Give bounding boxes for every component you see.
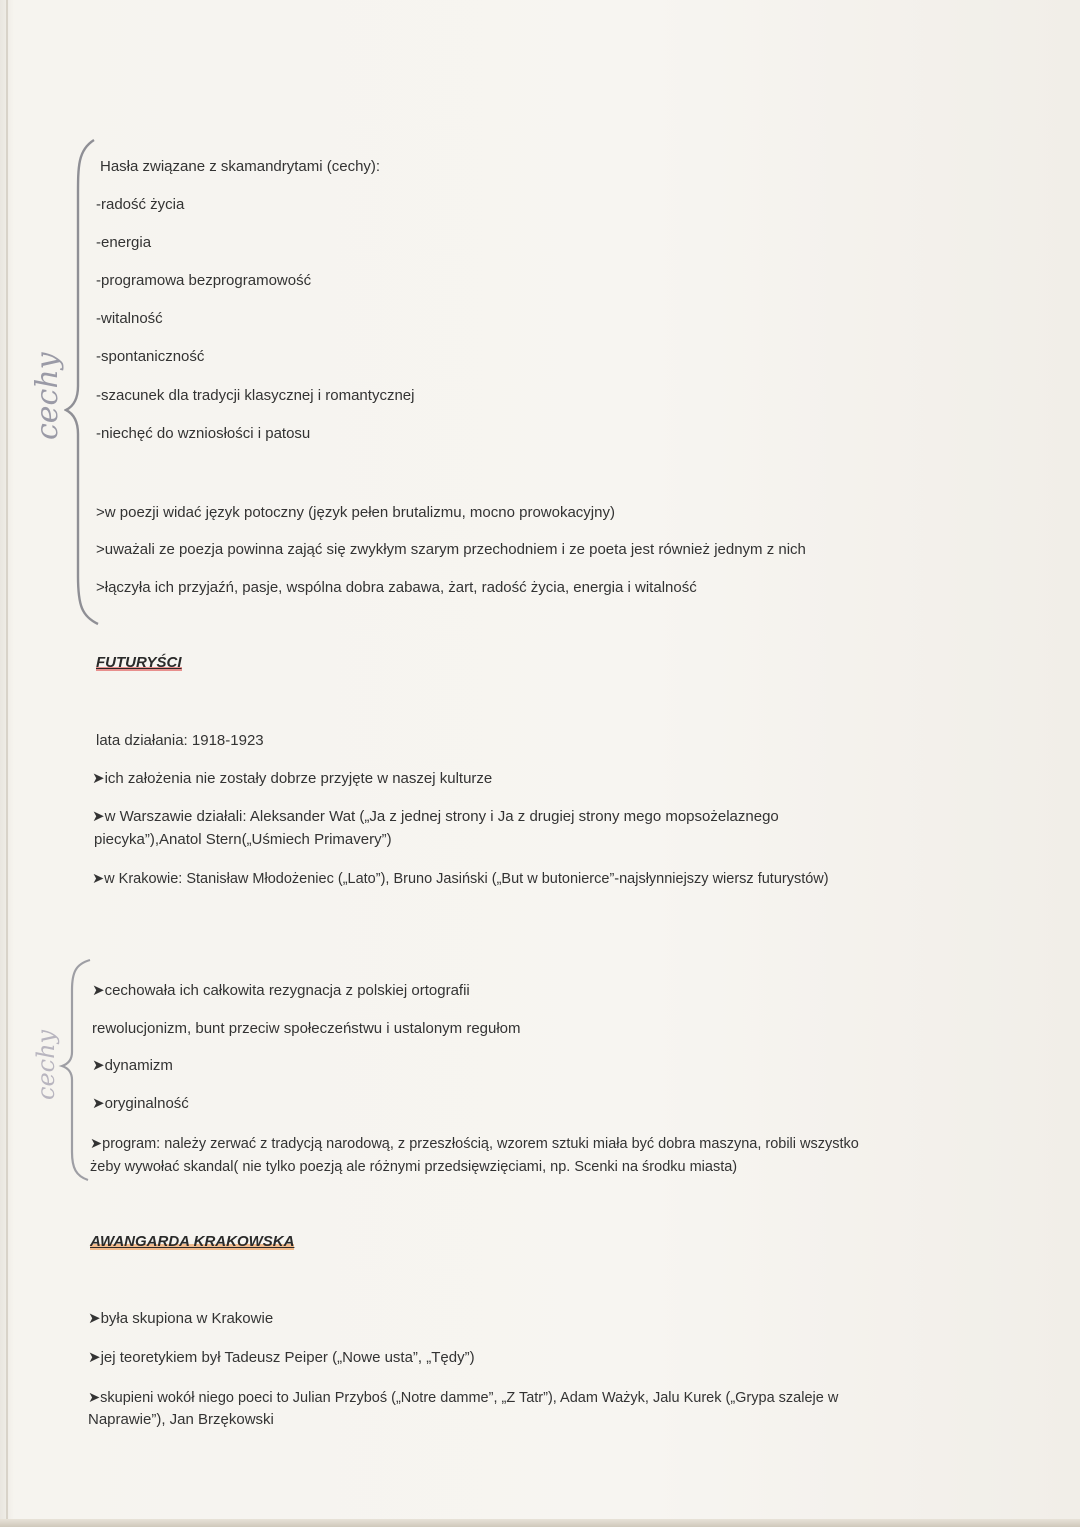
futurysci-feature: żeby wywołać skandal( nie tylko poezją ale różnymi przedsięwzięciami, np. Scenki na środku miasta)	[90, 1159, 738, 1175]
paper-bottom-edge	[0, 1519, 1080, 1527]
futurysci-point: piecyka”),Anatol Stern(„Uśmiech Primavery”)	[94, 831, 392, 848]
margin-note-cechy-1: cechy	[30, 352, 65, 440]
feature-item: -niechęć do wzniosłości i patosu	[96, 425, 311, 442]
futurysci-feature: ➤oryginalność	[92, 1095, 189, 1112]
awangarda-point: ➤skupieni wokół niego poeci to Julian Przyboś („Notre damme”, „Z Tatr”), Adam Ważyk, Jalu Kurek („Grypa szaleje w	[88, 1390, 839, 1406]
section-heading-awangarda: AWANGARDA KRAKOWSKA	[90, 1233, 295, 1250]
feature-item: -radość życia	[96, 196, 185, 213]
note-item: >uważali ze poezja powinna zająć się zwykłym szarym przechodniem i ze poeta jest również jednym z nich	[96, 541, 806, 558]
futurysci-point: ➤ich założenia nie zostały dobrze przyjęte w naszej kulturze	[92, 770, 493, 787]
awangarda-point: ➤jej teoretykiem był Tadeusz Peiper („Nowe usta”, „Tędy”)	[88, 1349, 475, 1366]
feature-item: -witalność	[96, 310, 163, 327]
note-item: >łączyła ich przyjaźń, pasje, wspólna dobra zabawa, żart, radość życia, energia i witalność	[96, 579, 697, 596]
feature-item: -energia	[96, 234, 152, 251]
feature-item: -programowa bezprogramowość	[96, 272, 312, 289]
paper-left-edge	[6, 0, 8, 1527]
awangarda-point: ➤była skupiona w Krakowie	[88, 1310, 274, 1327]
futurysci-feature: ➤dynamizm	[92, 1057, 173, 1074]
section-heading-futurysci: FUTURYŚCI	[96, 654, 182, 671]
margin-note-cechy-2: cechy	[32, 1029, 60, 1100]
note-item: >w poezji widać język potoczny (język pełen brutalizmu, mocno prowokacyjny)	[96, 504, 615, 521]
futurysci-years: lata działania: 1918-1923	[96, 732, 264, 749]
futurysci-feature: ➤program: należy zerwać z tradycją narodową, z przeszłością, wzorem sztuki miała być dobra maszyna, robili wszystko	[90, 1136, 859, 1152]
feature-item: -spontaniczność	[96, 348, 205, 365]
awangarda-point: Naprawie”), Jan Brzękowski	[88, 1411, 274, 1428]
futurysci-feature: ➤cechowała ich całkowita rezygnacja z polskiej ortografii	[92, 982, 470, 999]
futurysci-feature: rewolucjonizm, bunt przeciw społeczeństwu i ustalonym regułom	[92, 1020, 521, 1037]
feature-item: -szacunek dla tradycji klasycznej i romantycznej	[96, 387, 415, 404]
futurysci-point: ➤w Krakowie: Stanisław Młodożeniec („Lato”), Bruno Jasiński („But w butonierce”-najsłynniejszy wiersz futurystów)	[92, 871, 829, 887]
futurysci-point: ➤w Warszawie działali: Aleksander Wat („Ja z jednej strony i Ja z drugiej strony mego mopsożelaznego	[92, 808, 779, 825]
skamandryci-intro: Hasła związane z skamandrytami (cechy):	[100, 158, 381, 175]
